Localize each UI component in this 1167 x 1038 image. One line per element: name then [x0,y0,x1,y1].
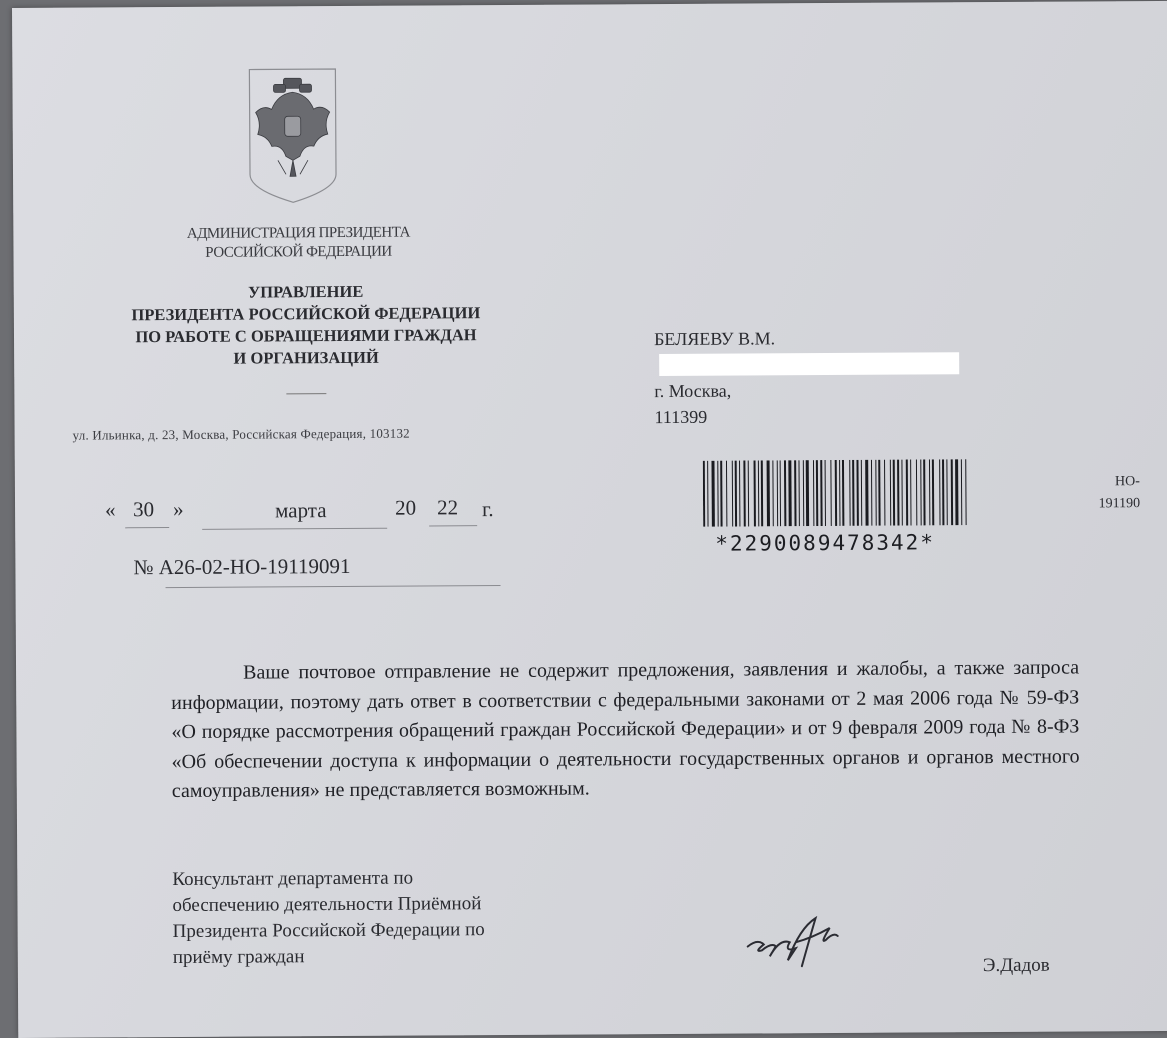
barcode-bar [946,459,947,525]
department-divider [286,393,326,394]
barcode-bar [806,460,809,526]
barcode-bar [893,460,895,526]
barcode-bar [726,461,727,527]
handwritten-signature [740,908,850,969]
letter-body [171,653,1080,806]
barcode-bar [920,459,921,525]
barcode-bar [890,460,891,526]
dept-line-3: ПО РАБОТЕ С ОБРАЩЕНИЯМИ ГРАЖДАН [135,325,477,347]
dept-line-1: УПРАВЛЕНИЕ [248,281,364,302]
barcode-bar [732,461,733,527]
barcode-bar [875,460,876,526]
barcode-bar [813,460,814,526]
barcode-bar [735,461,737,527]
barcode-bar [965,459,966,525]
barcode-bar [849,460,850,526]
barcode-bar [916,459,917,525]
barcode-bar [901,460,902,526]
date-open-quote: « [104,497,116,522]
barcode-bar [884,460,885,526]
letter-date [97,495,517,532]
barcode-bar [772,460,773,526]
barcode-bar [739,461,740,527]
date-month-underline [202,528,387,530]
barcode-bar [748,461,749,527]
reference-number: № А26-02-НО-19119091 [133,553,351,580]
barcode-bar [865,460,868,526]
signer-position [172,864,613,971]
barcode-bar [906,460,908,526]
barcode-bar [961,459,962,525]
barcode-bar [777,460,778,526]
letter-page [12,1,1167,1038]
barcode-bar [803,460,804,526]
side-code-line-2: 191190 [1098,496,1141,512]
barcode-bar [871,460,872,526]
barcode-side-code [1070,471,1140,515]
barcode-number: *2290089478342* [715,530,936,556]
barcode-bar [939,459,940,525]
barcode-bar [794,460,796,526]
administration-title [153,223,443,263]
position-line-1: Консультант департамента по [172,867,414,891]
barcode-bar [720,461,722,527]
barcode-bar [820,460,822,526]
barcode-bar [717,461,718,527]
barcode-bar [761,460,763,526]
barcode-bar [839,460,840,526]
recipient-block [654,325,776,430]
dept-line-2: ПРЕЗИДЕНТА РОССИЙСКОЙ ФЕДЕРАЦИИ [131,303,481,325]
date-day-underline [125,527,169,528]
date-close-quote: » [172,496,184,522]
barcode-bar [923,459,925,525]
date-year-suffix: 22 [436,495,459,520]
barcode-bar [842,460,844,526]
barcode-bar [703,461,705,527]
redaction-bar [659,352,959,376]
barcode-bar [942,459,944,525]
recipient-postcode: 111399 [654,406,708,428]
barcode-bar [758,460,759,526]
body-paragraph: Ваше почтовое отправление не содержит предложения, заявления и жалобы, а также запроса информации, поэтому дать ответ в соответствии с федеральными законами от 2 мая 2006 года № 59-ФЗ «О порядке рассмотрения обращений граждан Российской Федерации» и от 9 февраля 2009 года № 8-ФЗ «Об обеспечении доступа к информации о деятельности государственных органов и органов местного самоуправления» не представляется возможным. [171,656,1080,803]
date-month: марта [275,498,327,523]
date-year-underline [429,525,477,526]
barcode-bar [878,460,880,526]
barcode-bar [816,460,818,526]
signer-name: Э.Дадов [982,954,1050,977]
barcode-bar [932,459,934,525]
barcode-bar [788,460,791,526]
recipient-name: БЕЛЯЕВУ В.М. [653,328,776,350]
position-line-2: обеспечению деятельности Приёмной [172,893,482,917]
date-year-mark: г. [481,497,494,522]
barcode-bar [798,460,799,526]
position-line-3: Президента Российской Федерации по [172,919,485,943]
barcode-bar [955,459,958,525]
reference-underline [166,585,501,588]
barcode-bar [861,460,862,526]
coat-of-arms-emblem [237,64,348,205]
dept-line-4: И ОРГАНИЗАЦИЙ [233,347,379,368]
barcode-bar [929,459,930,525]
barcode-bar [767,460,770,526]
barcode-bar [856,460,858,526]
barcode-bar [951,459,953,525]
date-year-prefix: 20 [394,495,417,520]
recipient-city: г. Москва, [654,380,732,402]
sender-address: ул. Ильинка, д. 23, Москва, Российская Федерация, 103132 [72,425,410,443]
barcode-bar [780,460,781,526]
barcode-bar [784,460,786,526]
barcode-bar [711,461,714,527]
position-line-4: приёму граждан [172,946,305,969]
date-day: 30 [132,497,155,522]
barcode-bar [897,460,899,526]
barcode-bar [743,461,745,527]
barcode-bar [852,460,854,526]
barcode-bar [825,460,826,526]
barcode-bar [835,460,837,526]
barcode-bar [830,460,831,526]
barcode-bar [754,460,756,526]
admin-line-2: РОССИЙСКОЙ ФЕДЕРАЦИИ [205,243,392,261]
department-title [96,280,517,371]
side-code-line-1: НО- [1114,474,1140,490]
barcode-image [703,459,1055,527]
barcode-bar [707,461,708,527]
barcode-bar [910,460,911,526]
admin-line-1: АДМИНИСТРАЦИЯ ПРЕЗИДЕНТА [186,224,410,242]
